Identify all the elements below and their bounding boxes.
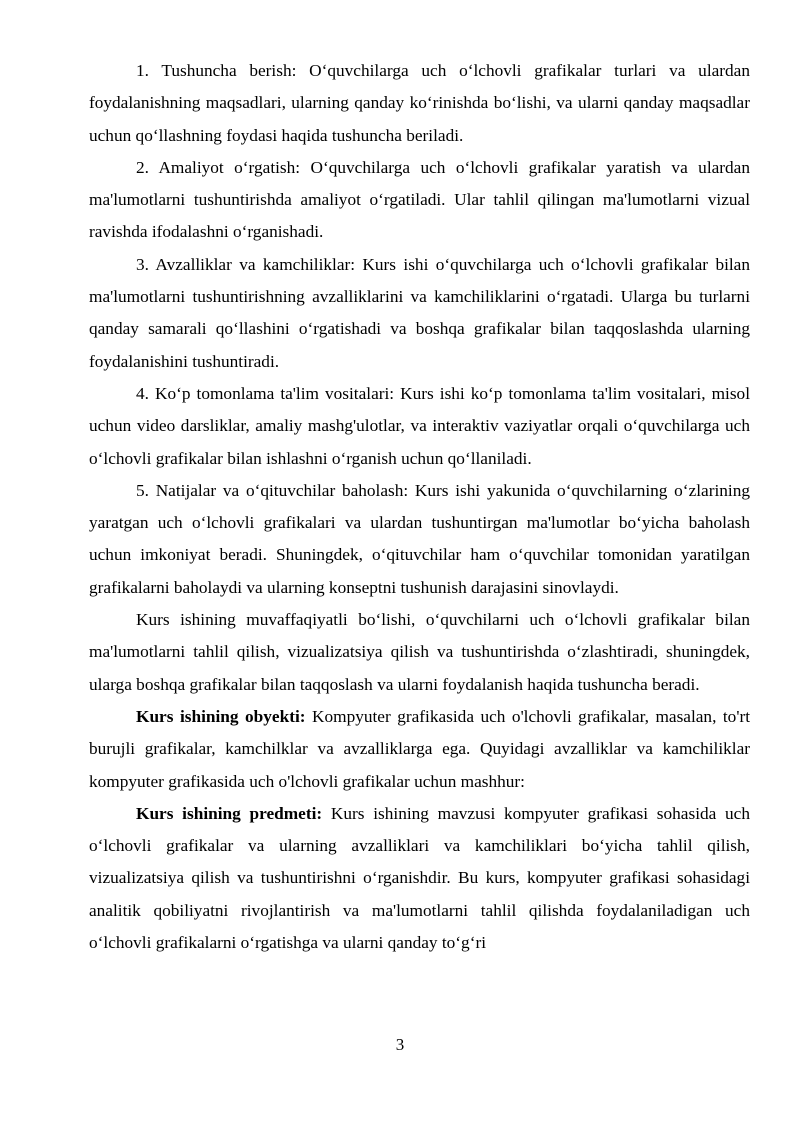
paragraph-talim-vositalari [89, 378, 750, 475]
document-page [89, 55, 750, 959]
paragraph-text: Kurs ishining muvaffaqiyatli bo‘lishi, o‘quvchilarni uch o‘lchovli grafikalar bilan ma'lumotlarni tahlil qilish, vizualizatsiya qilish va tushuntirishda o‘zlashtiradi, shuningdek, ularga boshqa grafikalar bilan taqqoslash va ularni foydalanish haqida tushuncha beradi. [89, 610, 750, 694]
paragraph-text: 2. Amaliyot o‘rgatish: O‘quvchilarga uch o‘lchovli grafikalar yaratish va ulardan ma'lumotlarni tushuntirishda amaliyot o‘rgatiladi. Ular tahlil qilingan ma'lumotlarni vizual ravishda ifodalashni o‘rganishadi. [89, 157, 750, 242]
paragraph-amaliyot-orgatish [89, 152, 750, 249]
paragraph-natijalar-baholash [89, 475, 750, 604]
paragraph-text: 1. Tushuncha berish: O‘quvchilarga uch o‘lchovli grafikalar turlari va ulardan foydalanishning maqsadlari, ularning qanday ko‘rinishda bo‘lishi, va ularni qanday maqsadlar uchun qo‘llashning foydasi haqida tushuncha beriladi. [89, 61, 750, 145]
paragraph-muvaffaqiyat [89, 604, 750, 701]
paragraph-text: 4. Ko‘p tomonlama ta'lim vositalari: Kurs ishi ko‘p tomonlama ta'lim vositalari, misol uchun video darsliklar, amaliy mashg'ulotlar, va interaktiv vaziyatlar orqali o‘quvchilarga uch o‘lchovli grafikalar bilan ishlashni o‘rganish uchun qo‘llaniladi. [89, 383, 750, 468]
paragraph-kurs-obyekti [89, 701, 750, 798]
paragraph-text: Kompyuter grafikasida uch o'lchovli grafikalar, masalan, to'rt burujli grafikalar, kamchilklar va avzalliklarga ega. Quyidagi avzalliklar va kamchiliklar kompyuter grafikasida uch o'lchovli grafikalar uchun mashhur: [89, 706, 750, 791]
paragraph-text: Kurs ishining mavzusi kompyuter grafikasi sohasida uch o‘lchovli grafikalar va ularning avzalliklari va kamchiliklari bo‘yicha tahlil qilish, vizualizatsiya qilish va tushuntirishni o‘rganishdir. Bu kurs, kompyuter grafikasi sohasidagi analitik qobiliyatni rivojlantirish va ma'lumotlarni tahlil qilishda foydalaniladigan uch o‘lchovli grafikalarni o‘rgatishga va ularni qanday to‘g‘ri [89, 803, 750, 953]
paragraph-text: 3. Avzalliklar va kamchiliklar: Kurs ishi o‘quvchilarga uch o‘lchovli grafikalar bilan ma'lumotlarni tushuntirishning avzalliklarini va kamchiliklarini o‘rgatadi. Ularga bu turlarni qanday samarali qo‘llashini o‘rgatishadi va boshqa grafikalar bilan taqqoslashda ularning foydalanishini tushuntiradi. [89, 254, 750, 371]
paragraph-lead-heading: Kurs ishining obyekti: [136, 706, 306, 726]
page-number: 3 [395, 1035, 405, 1054]
paragraph-lead-heading: Kurs ishining predmeti: [136, 803, 323, 823]
paragraph-tushuncha-berish [89, 55, 750, 152]
paragraph-kurs-predmeti [89, 798, 750, 959]
paragraph-avzalliklar-kamchiliklar [89, 249, 750, 378]
paragraph-text: 5. Natijalar va o‘qituvchilar baholash: Kurs ishi yakunida o‘quvchilarning o‘zlarining yaratgan uch o‘lchovli grafikalari va ulardan tushuntirgan ma'lumotlar bo‘yicha baholash uchun imkoniyat beradi. Shuningdek, o‘qituvchilar ham o‘quvchilar tomonidan yaratilgan grafikalarni baholaydi va ularning konseptni tushunish darajasini sinovlaydi. [89, 480, 750, 597]
